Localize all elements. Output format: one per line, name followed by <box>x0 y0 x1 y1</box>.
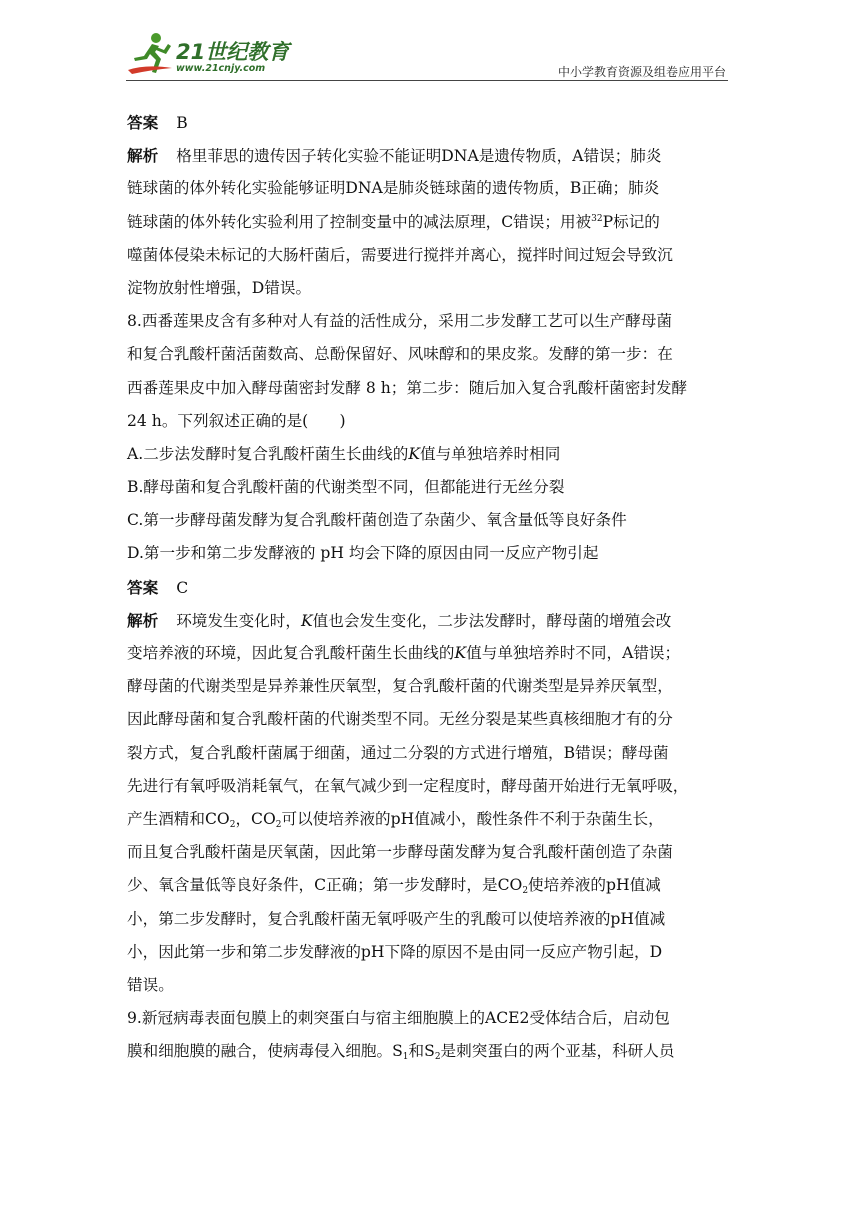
runner-logo-icon <box>126 30 176 78</box>
question-line: 9.新冠病毒表面包膜上的刺突蛋白与宿主细胞膜上的ACE2受体结合后，启动包 <box>127 1009 670 1028</box>
text-line: 而且复合乳酸杆菌是厌氧菌，因此第一步酵母菌发酵为复合乳酸杆菌创造了杂菌 <box>127 843 673 862</box>
answer-line <box>127 571 735 604</box>
text-line <box>127 869 735 902</box>
text-segment: A.二步法发酵时复合乳酸杆菌生长曲线的 <box>127 444 409 463</box>
question-line: 西番莲果皮中加入酵母菌密封发酵 8 h；第二步：随后加入复合乳酸杆菌密封发酵 <box>127 378 688 397</box>
text-segment: 使培养液的pH值减 <box>528 876 661 895</box>
option-d: D.第一步和第二步发酵液的 pH 均会下降的原因由同一反应产物引起 <box>127 544 599 563</box>
analysis-label: 解析 <box>127 146 159 166</box>
logo-url: www.21cnjy.com <box>176 63 266 74</box>
analysis-line <box>127 604 735 637</box>
text-segment: 产生酒精和 <box>127 809 205 828</box>
logo-text: 21世纪教育 <box>176 40 290 64</box>
answer-label: 答案 <box>127 577 159 597</box>
italic-k: K <box>408 444 420 463</box>
text-line: 链球菌的体外转化实验能够证明DNA是肺炎链球菌的遗传物质，B正确；肺炎 <box>127 179 660 198</box>
text-line: 小，因此第一步和第二步发酵液的pH下降的原因不是由同一反应产物引起，D <box>127 942 663 961</box>
answer-label: 答案 <box>127 113 159 132</box>
text-segment: S <box>392 1042 403 1061</box>
option-b: B.酵母菌和复合乳酸杆菌的代谢类型不同，但都能进行无丝分裂 <box>127 478 565 497</box>
text-line: 因此酵母菌和复合乳酸杆菌的代谢类型不同。无丝分裂是某些真核细胞才有的分 <box>127 710 673 729</box>
text-segment: 值也会发生变化，二步法发酵时，酵母菌的增殖会改 <box>312 611 672 630</box>
question-line <box>127 1035 735 1068</box>
subscript: 2 <box>229 819 236 830</box>
text-line: 错误。 <box>127 975 174 994</box>
text-line: 裂方式，复合乳酸杆菌属于细菌，通过二分裂的方式进行增殖，B错误；酵母菌 <box>127 743 669 762</box>
subscript: 2 <box>434 1052 441 1063</box>
text-segment: CO <box>204 809 230 828</box>
page-header <box>0 0 860 90</box>
text-segment: 可以使培养液的pH值减小，酸性条件不利于杂菌生长， <box>281 809 664 828</box>
text-line: 酵母菌的代谢类型是异养兼性厌氧型，复合乳酸杆菌的代谢类型是异养厌氧型， <box>127 677 673 696</box>
text-line: 小，第二步发酵时，复合乳酸杆菌无氧呼吸产生的乳酸可以使培养液的pH值减 <box>127 909 666 928</box>
text-segment: P标记的 <box>602 212 660 231</box>
text-segment: 环境发生变化时， <box>176 611 301 630</box>
text-segment: 值与单独培养时相同 <box>419 444 561 463</box>
platform-name: 中小学教育资源及组卷应用平台 <box>557 65 726 79</box>
text-line <box>127 637 735 670</box>
text-segment: ，CO <box>235 809 276 828</box>
subscript: 2 <box>522 886 529 897</box>
question-line: 和复合乳酸杆菌活菌数高、总酚保留好、风味醇和的果皮浆。发酵的第一步：在 <box>127 345 673 364</box>
text-segment: 值与单独培养时不同，A错误； <box>466 644 681 662</box>
logo <box>126 30 296 80</box>
text-segment: 链球菌的体外转化实验利用了控制变量中的减法原理，C错误；用被 <box>127 212 592 231</box>
text-segment: 是刺突蛋白的两个亚基，科研人员 <box>440 1042 675 1061</box>
text-segment: 少、氧含量低等良好条件，C正确；第一步发酵时，是 <box>127 876 498 895</box>
option-a <box>127 438 735 471</box>
text-segment: CO <box>497 876 523 895</box>
header-divider <box>126 80 728 81</box>
question-line: 8.西番莲果皮含有多种对人有益的活性成分，采用二步发酵工艺可以生产酵母菌 <box>127 312 673 331</box>
answer-value: B <box>176 114 188 132</box>
text-segment: 和S <box>408 1042 435 1061</box>
superscript: 32 <box>591 213 603 224</box>
text-segment: 变培养液的环境，因此复合乳酸杆菌生长曲线的 <box>127 644 455 662</box>
text-line: 先进行有氧呼吸消耗氧气，在氧气减少到一定程度时，酵母菌开始进行无氧呼吸， <box>127 776 689 795</box>
analysis-label: 解析 <box>127 610 159 630</box>
question-line: 24 h。下列叙述正确的是( ) <box>127 411 346 430</box>
italic-k: K <box>300 611 313 630</box>
text-line: 淀物放射性增强，D错误。 <box>127 278 312 297</box>
text-line <box>127 803 735 836</box>
answer-line <box>127 106 735 139</box>
text-line: 噬菌体侵染未标记的大肠杆菌后，需要进行搅拌并离心，搅拌时间过短会导致沉 <box>127 245 673 264</box>
document-body <box>127 106 735 1068</box>
subscript: 1 <box>402 1052 409 1063</box>
analysis-line <box>127 139 735 172</box>
text-segment: 膜和细胞膜的融合，使病毒侵入细胞。 <box>127 1042 393 1061</box>
italic-k: K <box>454 644 467 662</box>
text-line: 格里菲思的遗传因子转化实验不能证明DNA是遗传物质，A错误；肺炎 <box>176 147 662 166</box>
text-line <box>127 206 735 239</box>
option-c: C.第一步酵母菌发酵为复合乳酸杆菌创造了杂菌少、氧含量低等良好条件 <box>127 511 627 530</box>
answer-value: C <box>176 578 189 597</box>
subscript: 2 <box>275 819 282 830</box>
